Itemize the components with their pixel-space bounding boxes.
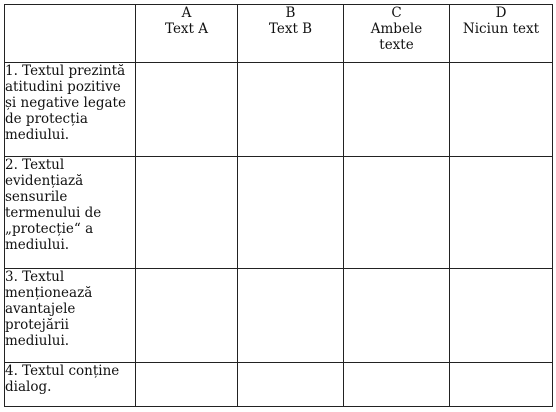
statement-cell: 3. Textul menționează avantajele protejării mediului. [5,269,136,363]
table-row [5,63,553,157]
table-row [5,363,553,407]
answer-cell-a[interactable] [136,363,238,407]
answer-cell-c[interactable] [344,363,450,407]
column-name: Niciun text [462,21,540,37]
column-header-b [238,5,344,63]
answer-table [4,4,553,407]
answer-cell-d[interactable] [450,363,553,407]
column-letter: C [391,5,402,21]
column-letter: B [285,5,296,21]
corner-cell [5,5,136,63]
answer-cell-a[interactable] [136,157,238,269]
column-header-d [450,5,553,63]
column-header-c [344,5,450,63]
answer-cell-c[interactable] [344,157,450,269]
column-name: Text B [268,21,313,37]
answer-cell-b[interactable] [238,269,344,363]
column-letter: D [495,5,507,21]
column-letter: A [181,5,192,21]
answer-cell-a[interactable] [136,63,238,157]
answer-cell-b[interactable] [238,363,344,407]
answer-cell-d[interactable] [450,63,553,157]
table-row [5,269,553,363]
statement-cell: 1. Textul prezintă atitudini pozitive și negative legate de protecția mediului. [5,63,136,157]
column-name: Text A [164,21,209,37]
statement-cell: 2. Textul evidențiază sensurile termenului de „protecție“ a mediului. [5,157,136,269]
answer-cell-c[interactable] [344,63,450,157]
answer-cell-d[interactable] [450,269,553,363]
header-row [5,5,553,63]
answer-cell-c[interactable] [344,269,450,363]
answer-cell-b[interactable] [238,157,344,269]
table-row [5,157,553,269]
answer-cell-d[interactable] [450,157,553,269]
column-header-a [136,5,238,63]
column-name: Ambele texte [370,21,423,53]
answer-cell-b[interactable] [238,63,344,157]
answer-cell-a[interactable] [136,269,238,363]
statement-cell: 4. Textul conține dialog. [5,363,136,407]
